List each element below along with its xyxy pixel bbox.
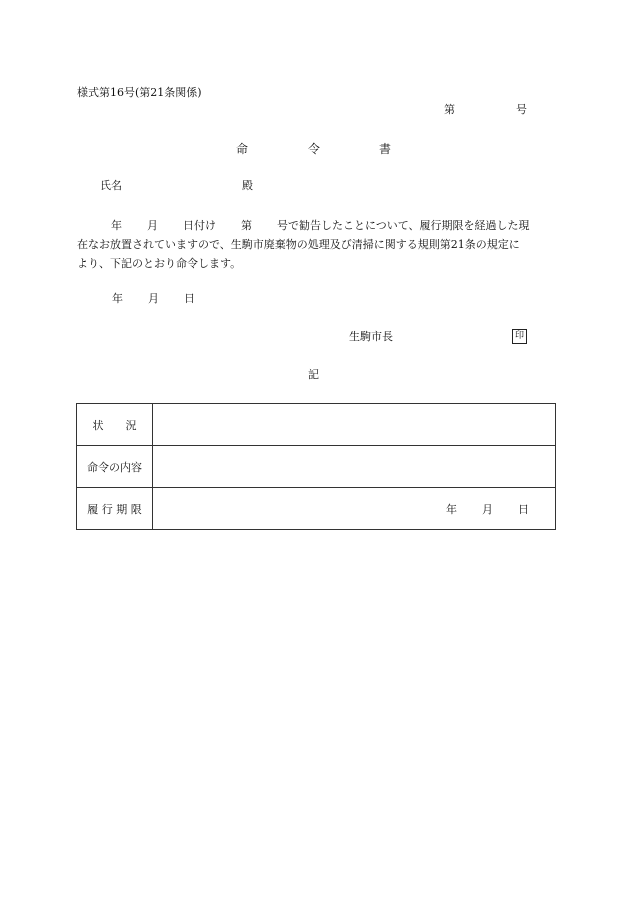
status-value-cell <box>153 404 556 446</box>
document-title-char-2: 令 <box>308 142 321 156</box>
deadline-label: 履 行 期 限 <box>77 488 153 530</box>
body-line-2: 在なお放置されていますので、生駒市廃棄物の処理及び清掃に関する規則第21条の規定に <box>77 238 520 251</box>
deadline-date <box>446 501 529 517</box>
document-number-prefix: 第 <box>444 103 455 116</box>
document-number-suffix: 号 <box>516 103 527 116</box>
deadline-value-cell <box>153 488 556 530</box>
issue-date-month: 月 <box>148 292 159 305</box>
order-content-label: 命令の内容 <box>77 446 153 488</box>
table-row-status <box>77 404 556 446</box>
issue-date-year: 年 <box>112 292 123 305</box>
order-content-value-cell <box>153 446 556 488</box>
document-title-char-1: 命 <box>236 142 249 156</box>
body-line-3: より、下記のとおり命令します。 <box>77 257 242 270</box>
body-year: 年 <box>111 219 122 232</box>
body-line-1 <box>77 216 555 235</box>
issue-date <box>112 292 195 306</box>
deadline-month: 月 <box>482 503 493 516</box>
ki-heading: 記 <box>308 368 319 381</box>
addressee-honorific: 殿 <box>242 179 253 192</box>
order-detail-table <box>76 403 556 530</box>
form-identifier: 様式第16号(第21条関係) <box>77 86 202 99</box>
order-body-paragraph <box>77 216 555 273</box>
body-number-prefix: 第 <box>241 219 252 232</box>
body-line-1-rest: 号で勧告したことについて、履行期限を経過した現 <box>277 219 530 232</box>
seal-mark: 印 <box>512 329 527 344</box>
issue-date-day: 日 <box>184 292 195 305</box>
table-row-order-content <box>77 446 556 488</box>
deadline-day: 日 <box>518 503 529 516</box>
issuer-name: 生駒市長 <box>349 330 393 343</box>
body-day-dated: 日付け <box>183 219 216 232</box>
status-label: 状 況 <box>77 404 153 446</box>
table-row-deadline <box>77 488 556 530</box>
document-title-char-3: 書 <box>379 142 392 156</box>
body-month: 月 <box>147 219 158 232</box>
deadline-year: 年 <box>446 503 457 516</box>
addressee-label: 氏名 <box>100 179 122 192</box>
